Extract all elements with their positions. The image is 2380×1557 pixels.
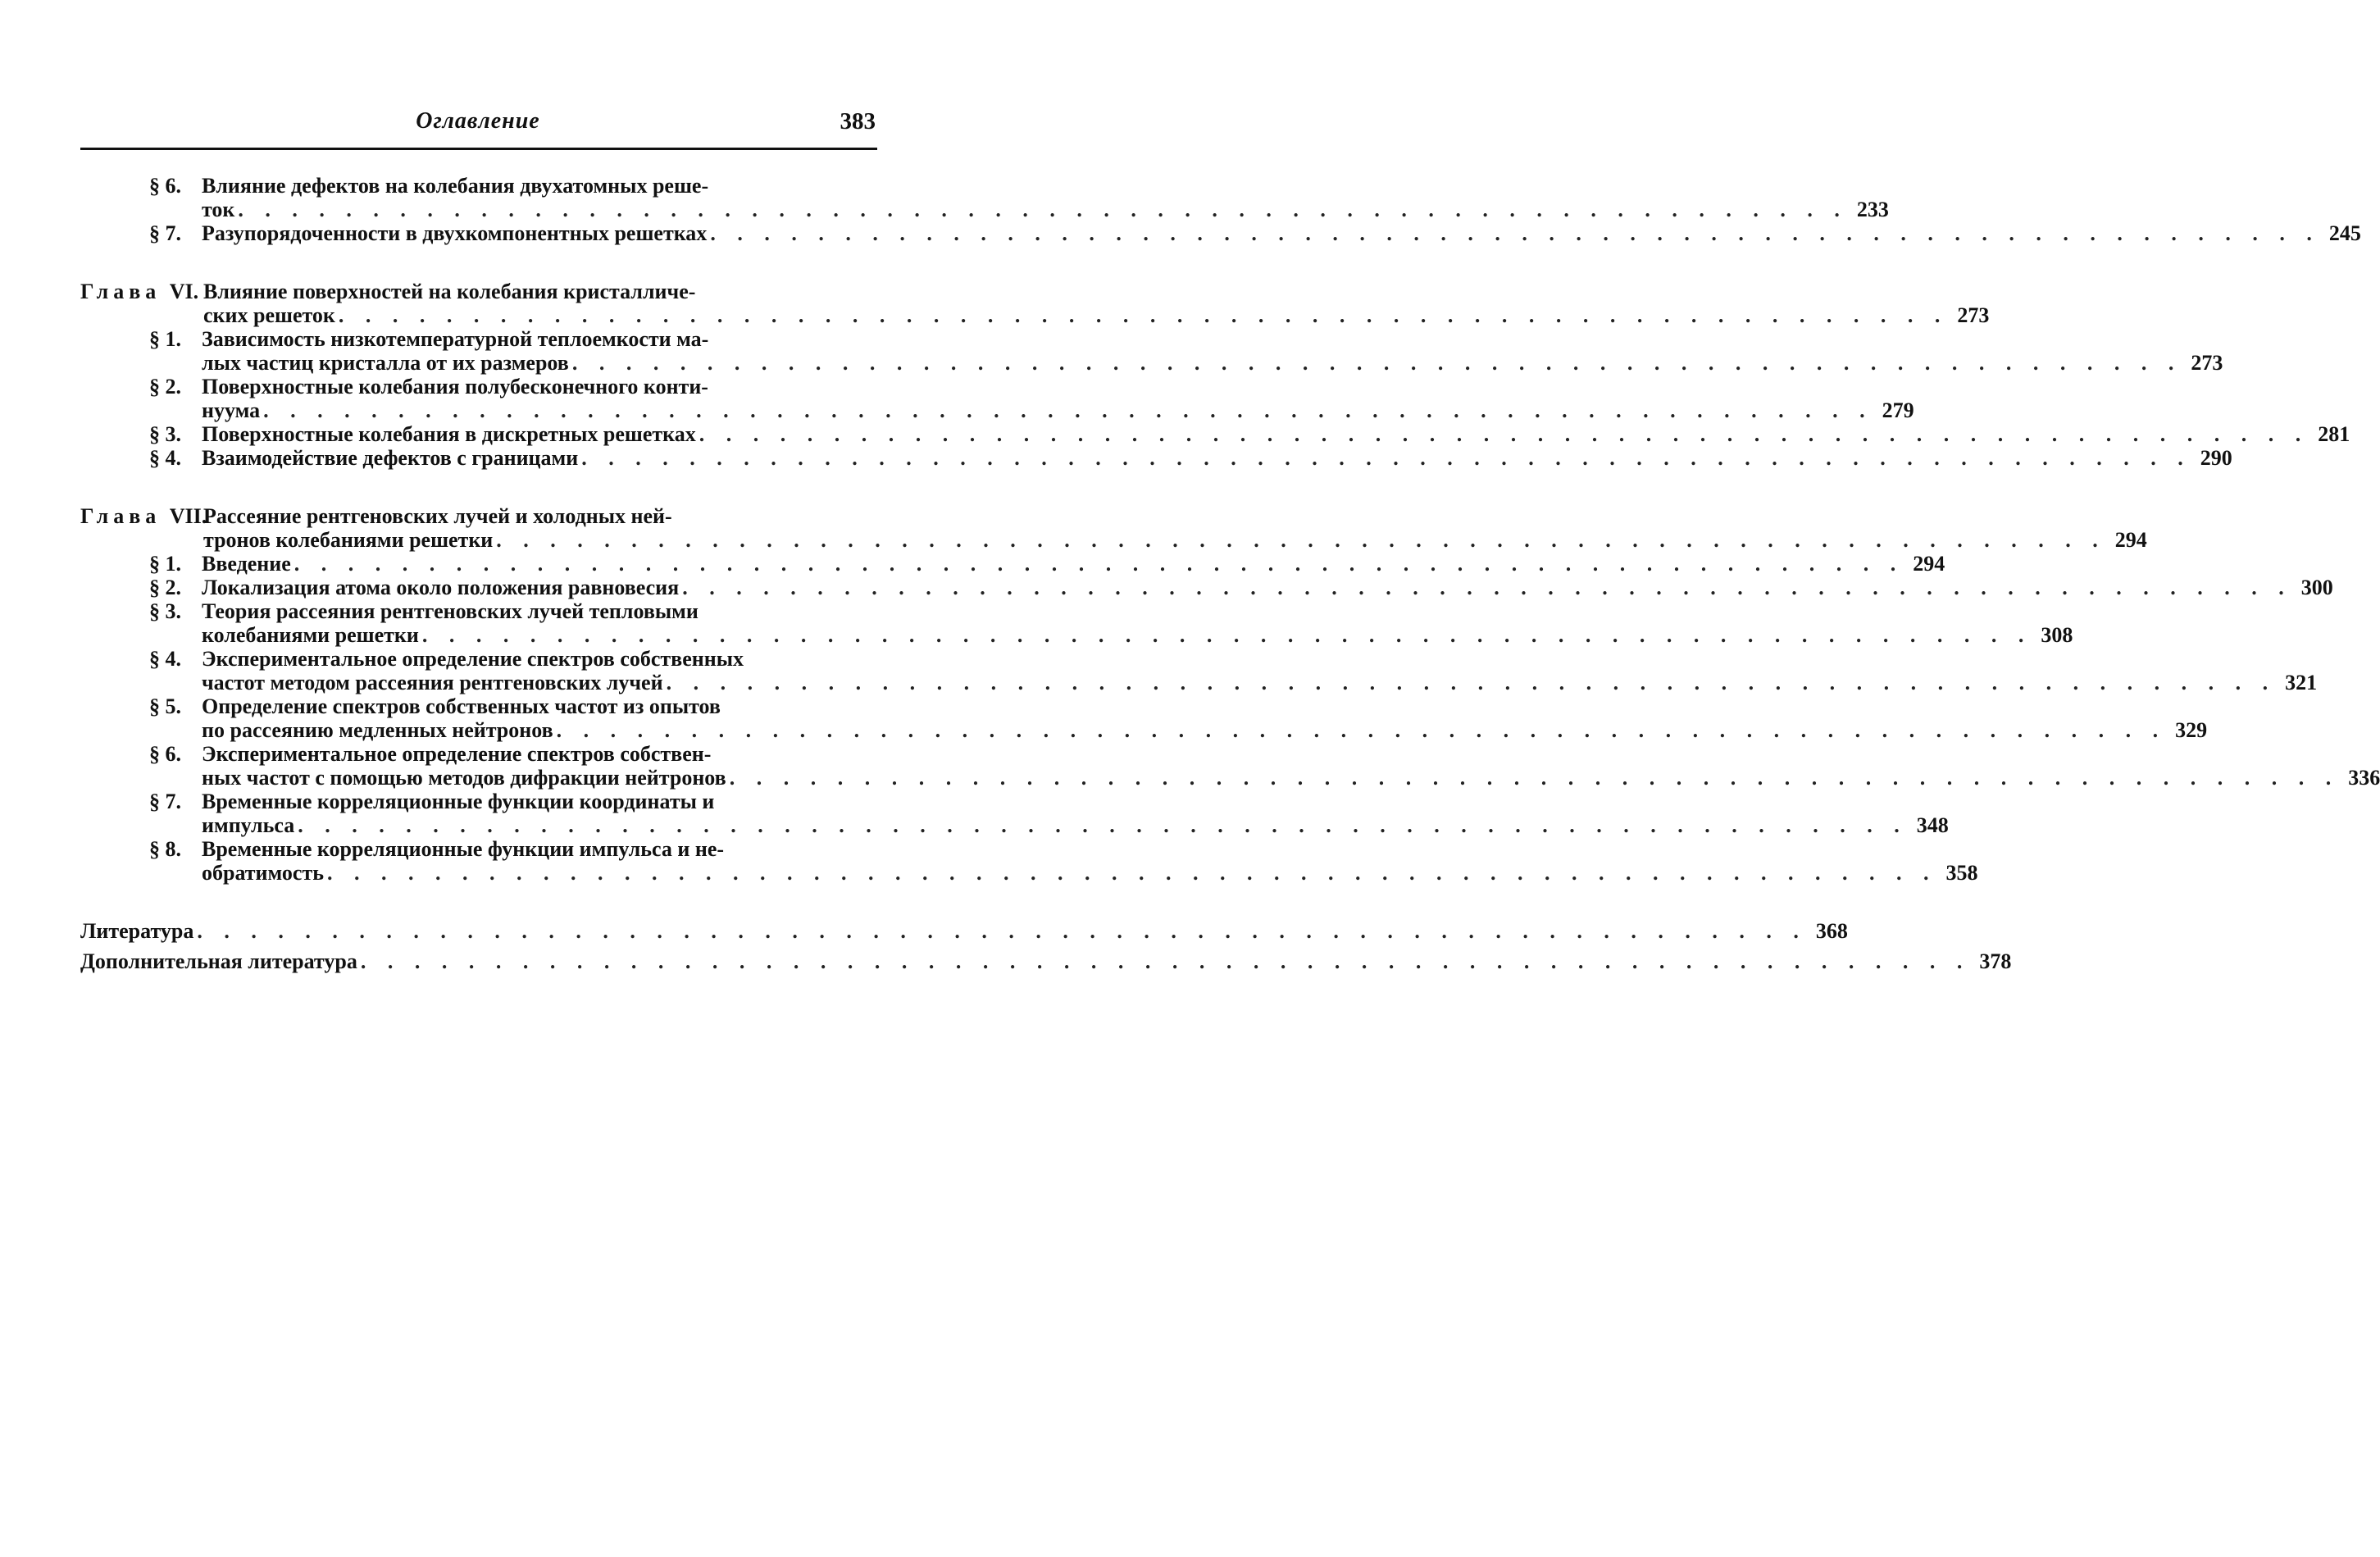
- entry-page-number: 321: [2285, 671, 2318, 694]
- entry-page-number: 329: [2175, 718, 2208, 742]
- section-number: § 3.: [149, 599, 181, 623]
- dot-leader: . . . . . . . . . . . . . . . . . . . . . . . . . . . . . . . . . . . . . . . . . . . . . . . . . . . . . . . . . . . .: [556, 718, 2167, 742]
- entry-body: [202, 552, 1945, 576]
- entry-title-end: ных частот с помощью методов дифракции нейтронов: [202, 766, 726, 790]
- entry-title-end: Поверхностные колебания в дискретных решетках: [202, 422, 696, 446]
- entry-body: [203, 280, 1990, 327]
- entry-page-number: 358: [1945, 861, 1978, 885]
- section-number: § 3.: [149, 422, 181, 446]
- dot-leader: . . . . . . . . . . . . . . . . . . . . . . . . . . . . . . . . . . . . . . . . . . . . . . . . . . . . . . . . . . . .: [263, 398, 1873, 422]
- entry-title-end: по рассеянию медленных нейтронов: [202, 718, 553, 742]
- entry-body: [202, 221, 2361, 245]
- section-number: § 6.: [149, 742, 181, 766]
- chapter-label: [80, 504, 207, 528]
- entry-title-line: Зависимость низкотемпературной теплоемкости ма-: [202, 327, 709, 351]
- entry-page-number: 233: [1856, 198, 1889, 221]
- entry-body: [202, 742, 2380, 790]
- section-number: § 4.: [149, 446, 181, 470]
- entry-final-line: [202, 422, 2350, 446]
- toc-section-entry: [80, 742, 2380, 790]
- toc-section-entry: [80, 647, 2318, 694]
- section-number: § 1.: [149, 552, 181, 576]
- section-number: § 2.: [149, 576, 181, 599]
- toc-section-entry: [80, 599, 2073, 647]
- toc-section-entry: [80, 446, 2232, 470]
- dot-leader: . . . . . . . . . . . . . . . . . . . . . . . . . . . . . . . . . . . . . . . . . . . . . . . . . . . . . . . . . . . .: [421, 623, 2032, 647]
- chapter-label: [80, 280, 203, 303]
- entry-final-line: [202, 398, 1914, 422]
- section-number: § 7.: [149, 221, 181, 245]
- entry-page-number: 348: [1916, 813, 1949, 837]
- entry-title-end: Введение: [202, 552, 291, 576]
- entry-title-line: Теория рассеяния рентгеновских лучей тепловыми: [202, 599, 699, 623]
- toc-section-entry: [80, 221, 2361, 245]
- entry-page-number: 308: [2041, 623, 2073, 647]
- toc-chapter-6: [80, 280, 2350, 470]
- toc-chapter-7: [80, 504, 2380, 885]
- toc-section-entry: [80, 422, 2350, 446]
- entry-title-end: Локализация атома около положения равновесия: [202, 576, 680, 599]
- entry-title-line: Влияние поверхностей на колебания кристалличе-: [203, 280, 696, 303]
- entry-body: [202, 446, 2232, 470]
- toc-section-entry: [80, 327, 2223, 375]
- dot-leader: . . . . . . . . . . . . . . . . . . . . . . . . . . . . . . . . . . . . . . . . . . . . . . . . . . . . . . . . . . . .: [699, 422, 2309, 446]
- toc-section-entry: [80, 837, 1978, 885]
- section-number: § 7.: [149, 790, 181, 813]
- entry-title-line: Экспериментальное определение спектров собствен-: [202, 742, 712, 766]
- entry-final-line: [203, 303, 1990, 327]
- entry-title-end: колебаниями решетки: [202, 623, 419, 647]
- entry-final-line: [202, 766, 2380, 790]
- entry-body: [202, 647, 2318, 694]
- entry-page-number: 294: [1913, 552, 1945, 576]
- entry-page-number: 378: [1979, 949, 2012, 973]
- chapter-word: Глава: [80, 280, 162, 303]
- toc-section-entry: [80, 375, 1914, 422]
- entry-body: [202, 375, 1914, 422]
- entry-page-number: 279: [1882, 398, 1914, 422]
- entry-page-number: 336: [2348, 766, 2380, 790]
- entry-body: [202, 790, 1949, 837]
- toc-chapter-entry: [80, 504, 2147, 552]
- entry-body: [203, 504, 2147, 552]
- entry-final-line: [202, 351, 2223, 375]
- running-head: [80, 108, 876, 141]
- section-number: § 6.: [149, 174, 181, 198]
- entry-page-number: 245: [2328, 221, 2361, 245]
- dot-leader: . . . . . . . . . . . . . . . . . . . . . . . . . . . . . . . . . . . . . . . . . . . . . . . . . . . . . . . . . . . .: [571, 351, 2182, 375]
- entry-final-line: [202, 623, 2073, 647]
- entry-final-line: [202, 671, 2318, 694]
- entry-title-end: лых частиц кристалла от их размеров: [202, 351, 569, 375]
- toc-chapter-entry: [80, 280, 1990, 327]
- entry-page-number: 300: [2300, 576, 2333, 599]
- entry-title-end: обратимость: [202, 861, 324, 885]
- entry-title-line: Определение спектров собственных частот из опытов: [202, 694, 721, 718]
- entry-final-line: [80, 919, 1848, 943]
- toc-section-entry: [80, 174, 1889, 221]
- entry-final-line: [202, 446, 2232, 470]
- dot-leader: . . . . . . . . . . . . . . . . . . . . . . . . . . . . . . . . . . . . . . . . . . . . . . . . . . . . . . . . . . . .: [682, 576, 2292, 599]
- entry-page-number: 273: [2191, 351, 2223, 375]
- entry-final-line: [202, 552, 1945, 576]
- toc-backmatter-entry: [80, 919, 1848, 943]
- entry-title-end: Литература: [80, 919, 194, 943]
- entry-final-line: [202, 221, 2361, 245]
- entry-title-line: Временные корреляционные функции координаты и: [202, 790, 715, 813]
- section-number: § 4.: [149, 647, 181, 671]
- entry-page-number: 273: [1957, 303, 1990, 327]
- entry-page-number: 294: [2114, 528, 2147, 552]
- section-number: § 2.: [149, 375, 181, 398]
- entry-final-line: [202, 718, 2208, 742]
- entry-body: [202, 694, 2208, 742]
- entry-body: [202, 837, 1978, 885]
- dot-leader: . . . . . . . . . . . . . . . . . . . . . . . . . . . . . . . . . . . . . . . . . . . . . . . . . . . . . . . . . . . .: [326, 861, 1937, 885]
- dot-leader: . . . . . . . . . . . . . . . . . . . . . . . . . . . . . . . . . . . . . . . . . . . . . . . . . . . . . . . . . . . .: [294, 552, 1904, 576]
- entry-title-end: ток: [202, 198, 235, 221]
- entry-final-line: [202, 198, 1889, 221]
- section-number: § 1.: [149, 327, 181, 351]
- entry-body: [202, 174, 1889, 221]
- entry-final-line: [202, 576, 2333, 599]
- toc-section-entry: [80, 694, 2208, 742]
- dot-leader: . . . . . . . . . . . . . . . . . . . . . . . . . . . . . . . . . . . . . . . . . . . . . . . . . . . . . . . . . . . .: [710, 221, 2320, 245]
- toc-section-entry: [80, 552, 1945, 576]
- entry-title-end: Дополнительная литература: [80, 949, 357, 973]
- entry-title-end: Разупорядоченности в двухкомпонентных решетках: [202, 221, 708, 245]
- entry-title-end: импульса: [202, 813, 295, 837]
- entry-title-line: Экспериментальное определение спектров собственных: [202, 647, 744, 671]
- entry-title-line: Временные корреляционные функции импульса и не-: [202, 837, 725, 861]
- toc-section-entry: [80, 790, 1949, 837]
- entry-final-line: [203, 528, 2147, 552]
- chapter-number: VII.: [169, 504, 207, 528]
- entry-page-number: 281: [2318, 422, 2350, 446]
- header-rule: [80, 148, 877, 150]
- toc-section-entry: [80, 576, 2333, 599]
- entry-body: [202, 327, 2223, 375]
- dot-leader: . . . . . . . . . . . . . . . . . . . . . . . . . . . . . . . . . . . . . . . . . . . . . . . . . . . . . . . . . . . .: [338, 303, 1949, 327]
- toc-sections-continued: [80, 174, 2361, 245]
- chapter-number: VI.: [169, 280, 199, 303]
- dot-leader: . . . . . . . . . . . . . . . . . . . . . . . . . . . . . . . . . . . . . . . . . . . . . . . . . . . . . . . . . . . .: [666, 671, 2277, 694]
- dot-leader: . . . . . . . . . . . . . . . . . . . . . . . . . . . . . . . . . . . . . . . . . . . . . . . . . . . . . . . . . . . .: [360, 949, 1971, 973]
- toc-back-matter: [80, 919, 2012, 973]
- running-title: Оглавление: [416, 108, 540, 134]
- dot-leader: . . . . . . . . . . . . . . . . . . . . . . . . . . . . . . . . . . . . . . . . . . . . . . . . . . . . . . . . . . . .: [197, 919, 1807, 943]
- entry-final-line: [80, 949, 2012, 973]
- entry-title-end: нуума: [202, 398, 261, 422]
- entry-title-line: Рассеяние рентгеновских лучей и холодных ней-: [203, 504, 672, 528]
- entry-body: [202, 576, 2333, 599]
- dot-leader: . . . . . . . . . . . . . . . . . . . . . . . . . . . . . . . . . . . . . . . . . . . . . . . . . . . . . . . . . . . .: [581, 446, 2191, 470]
- entry-title-line: Поверхностные колебания полубесконечного конти-: [202, 375, 708, 398]
- dot-leader: . . . . . . . . . . . . . . . . . . . . . . . . . . . . . . . . . . . . . . . . . . . . . . . . . . . . . . . . . . . .: [238, 198, 1848, 221]
- section-number: § 5.: [149, 694, 181, 718]
- entry-body: [80, 919, 1848, 943]
- section-number: § 8.: [149, 837, 181, 861]
- entry-page-number: 290: [2200, 446, 2232, 470]
- page-number: 383: [840, 108, 876, 134]
- entry-body: [80, 949, 2012, 973]
- entry-title-line: Влияние дефектов на колебания двухатомных реше-: [202, 174, 709, 198]
- entry-page-number: 368: [1815, 919, 1848, 943]
- entry-title-end: частот методом рассеяния рентгеновских лучей: [202, 671, 663, 694]
- entry-title-end: тронов колебаниями решетки: [203, 528, 494, 552]
- entry-final-line: [202, 861, 1978, 885]
- entry-title-end: ских решеток: [203, 303, 335, 327]
- entry-final-line: [202, 813, 1949, 837]
- entry-body: [202, 422, 2350, 446]
- toc-backmatter-entry: [80, 949, 2012, 973]
- entry-body: [202, 599, 2073, 647]
- dot-leader: . . . . . . . . . . . . . . . . . . . . . . . . . . . . . . . . . . . . . . . . . . . . . . . . . . . . . . . . . . . .: [298, 813, 1908, 837]
- chapter-word: Глава: [80, 504, 162, 528]
- dot-leader: . . . . . . . . . . . . . . . . . . . . . . . . . . . . . . . . . . . . . . . . . . . . . . . . . . . . . . . . . . . .: [496, 528, 2106, 552]
- dot-leader: . . . . . . . . . . . . . . . . . . . . . . . . . . . . . . . . . . . . . . . . . . . . . . . . . . . . . . . . . . . .: [729, 766, 2340, 790]
- entry-title-end: Взаимодействие дефектов с границами: [202, 446, 579, 470]
- table-of-contents: [80, 174, 2380, 973]
